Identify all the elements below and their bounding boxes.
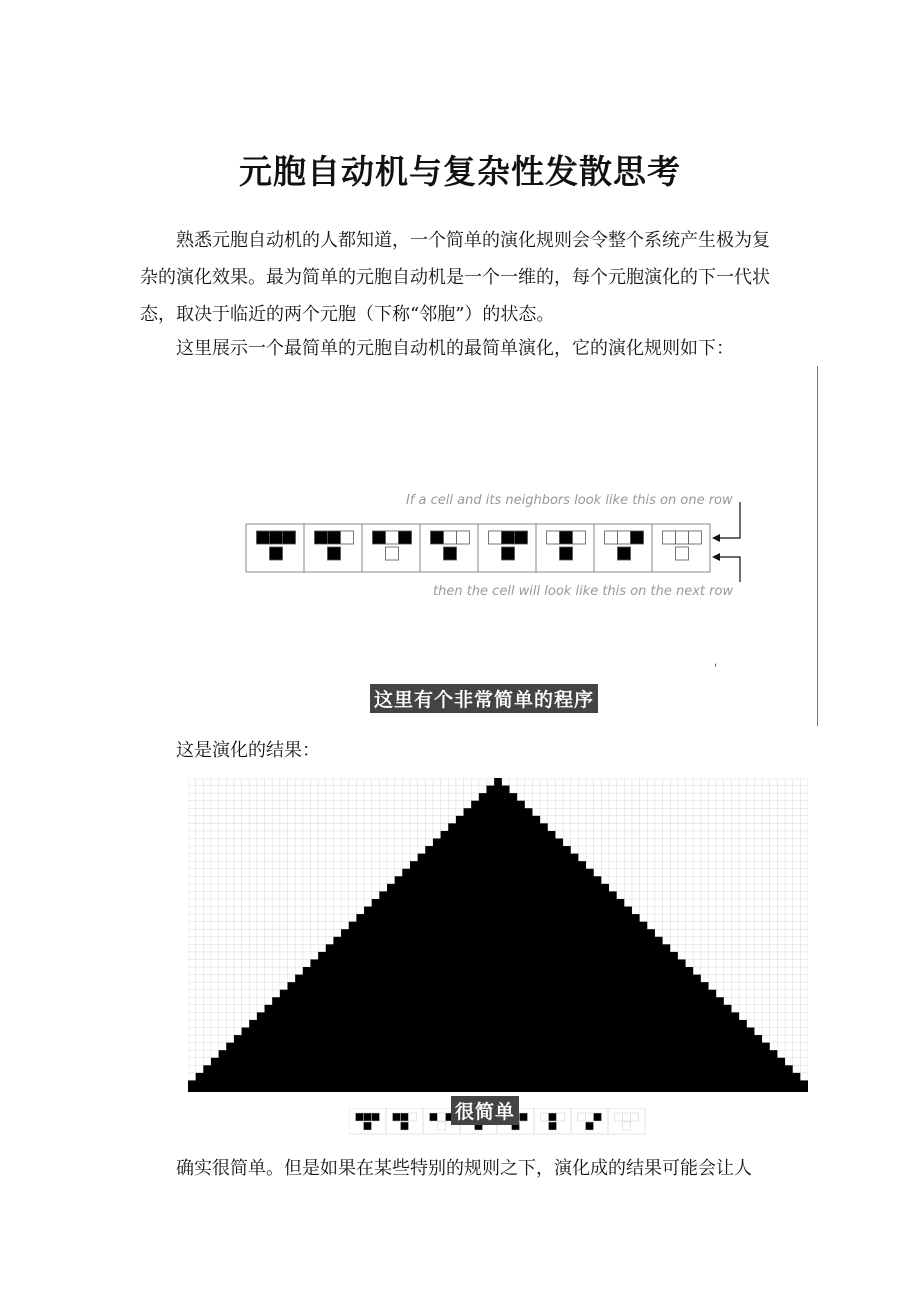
page-title: 元胞自动机与复杂性发散思考: [239, 152, 681, 191]
margin-line: [817, 366, 818, 726]
evolution-row: [479, 793, 517, 801]
evolution-row: [410, 861, 586, 869]
evolution-row: [242, 1028, 755, 1036]
rule-cell: [663, 531, 676, 544]
paragraph-intro: 熟悉元胞自动机的人都知道，一个简单的演化规则会令整个系统产生极为复杂的演化效果。最为简单的元胞自动机是一个一维的，每个元胞演化的下一代状态，取决于临近的两个元胞（下称“邻胞”）的状态。: [140, 230, 770, 325]
rule-cell: [457, 531, 470, 544]
paragraph-rule-intro: 这里展示一个最简单的元胞自动机的最简单演化，它的演化规则如下：: [176, 338, 734, 359]
evolution-row: [295, 975, 701, 983]
rule-pattern-4: [420, 524, 470, 572]
rule-result-cell: [502, 547, 515, 560]
evolution-row: [418, 854, 579, 862]
rule-cell: [689, 531, 702, 544]
rule-cell: [328, 531, 341, 544]
rule-cell: [444, 531, 457, 544]
rule-caption-top: If a cell and its neighbors look like this on one row: [406, 493, 733, 508]
evolution-cells: [188, 778, 808, 1092]
evolution-row: [364, 907, 632, 915]
rule-caption-bottom: then the cell will look like this on the next row: [433, 584, 734, 599]
evolution-row: [487, 786, 510, 794]
evolution-row: [494, 778, 502, 786]
evolution-row: [257, 1012, 739, 1020]
rule-cell: [283, 531, 296, 544]
rule-cell: [605, 531, 618, 544]
rule-pattern-3: [362, 524, 412, 572]
rule-cell: [631, 531, 644, 544]
mini-pattern-7: [571, 1108, 608, 1134]
evolution-row: [464, 808, 533, 816]
rule-pattern-8: [652, 524, 702, 572]
rule-arrows: [712, 502, 740, 582]
rule-cell: [489, 531, 502, 544]
evolution-row: [341, 929, 655, 937]
evolution-row: [356, 914, 639, 922]
rule-cell: [431, 531, 444, 544]
video-subtitle-rule: 这里有个非常简单的程序: [370, 684, 598, 713]
rule-result-cell: [560, 547, 573, 560]
rule-pattern-2: [304, 524, 354, 572]
evolution-row: [318, 952, 678, 960]
rule-result-cell: [270, 547, 283, 560]
rule-cell: [618, 531, 631, 544]
evolution-row: [349, 922, 648, 930]
evolution-row: [249, 1020, 747, 1028]
mini-pattern-8: [608, 1108, 645, 1134]
evolution-row: [372, 899, 625, 907]
rule-pattern-6: [536, 524, 586, 572]
rule-cell: [560, 531, 573, 544]
rule-cell: [270, 531, 283, 544]
rule-pattern-7: [594, 524, 644, 572]
rule-cell: [341, 531, 354, 544]
evolution-row: [226, 1043, 769, 1051]
paragraph-conclusion: 确实很简单。但是如果在某些特别的规则之下，演化成的结果可能会让人: [176, 1158, 752, 1179]
stray-mark: ˌ: [714, 654, 718, 668]
evolution-row: [272, 997, 724, 1005]
evolution-row: [203, 1065, 792, 1073]
evolution-row: [456, 816, 540, 824]
rule-cell: [399, 531, 412, 544]
baseline-row: [188, 1087, 808, 1092]
rule-cell: [386, 531, 399, 544]
rule-pattern-1: [257, 531, 296, 560]
evolution-row: [219, 1050, 778, 1058]
rule-cell: [676, 531, 689, 544]
rule-result-cell: [328, 547, 341, 560]
evolution-row: [310, 959, 685, 967]
evolution-row: [333, 937, 662, 945]
evolution-row: [196, 1073, 801, 1081]
evolution-row: [265, 1005, 732, 1013]
evolution-grid: [188, 778, 808, 1092]
rule-pattern-5: [478, 524, 528, 572]
paragraph-result-intro: 这是演化的结果：: [176, 740, 320, 761]
rule-result-cell: [386, 547, 399, 560]
mini-pattern-6: [534, 1108, 571, 1134]
evolution-row: [379, 891, 616, 899]
mini-pattern-2: [386, 1108, 423, 1134]
evolution-row: [211, 1058, 785, 1066]
rule-cell: [315, 531, 328, 544]
evolution-row: [471, 801, 525, 809]
rule-cell: [573, 531, 586, 544]
evolution-row: [395, 876, 602, 884]
evolution-row: [448, 823, 548, 831]
rule-cell: [373, 531, 386, 544]
rule-result-cell: [618, 547, 631, 560]
evolution-row: [425, 846, 570, 854]
rule-cell: [257, 531, 270, 544]
evolution-row: [326, 944, 670, 952]
evolution-row: [303, 967, 693, 975]
evolution-row: [234, 1035, 762, 1043]
rule-cell: [515, 531, 528, 544]
video-subtitle-simple: 很简单: [451, 1096, 519, 1125]
evolution-row: [441, 831, 556, 839]
evolution-row: [402, 869, 593, 877]
evolution-row: [280, 990, 716, 998]
rule-cell: [547, 531, 560, 544]
rule-cell: [502, 531, 515, 544]
evolution-row: [433, 838, 563, 846]
rule-result-cell: [444, 547, 457, 560]
evolution-row: [288, 982, 709, 990]
mini-pattern-1: [349, 1108, 386, 1134]
rule-result-cell: [676, 547, 689, 560]
evolution-row: [387, 884, 609, 892]
